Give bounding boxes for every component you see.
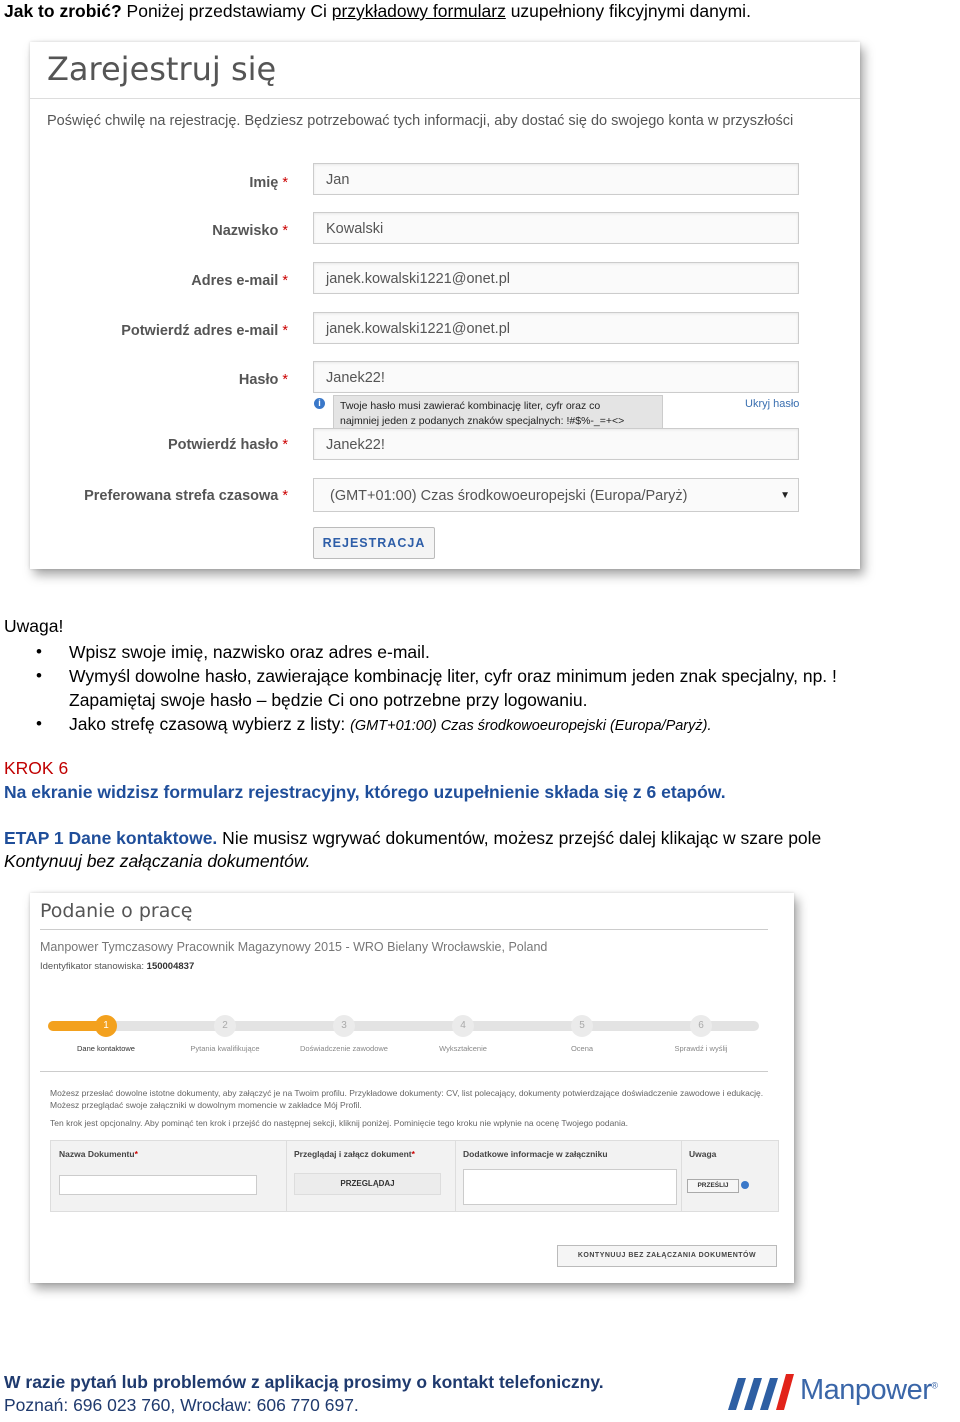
job-id: Identyfikator stanowiska: 150004837 [40, 961, 195, 972]
step-1-label: Dane kontaktowe [77, 1044, 135, 1053]
browse-button[interactable]: PRZEGLĄDAJ [294, 1173, 441, 1195]
confirm-email-label: Potwierdź adres e-mail * [121, 323, 288, 339]
info-icon [741, 1181, 749, 1189]
document-name-input[interactable] [59, 1175, 257, 1195]
confirm-email-input[interactable]: janek.kowalski1221@onet.pl [313, 312, 799, 344]
col-notes: Uwaga [689, 1149, 717, 1159]
step-4-dot[interactable]: 4 [452, 1015, 474, 1037]
note-item-1: • Wpisz swoje imię, nazwisko oraz adres e-mail. [69, 640, 837, 664]
job-title: Manpower Tymczasowy Pracownik Magazynowy 2015 - WRO Bielany Wrocławskie, Poland [40, 940, 548, 954]
apply-paragraph-2: Ten krok jest opcjonalny. Aby pominąć ten krok i przejść do następnej sekcji, kliknij poniżej. Pominięcie tego kroku nie wpłynie na ocenę Twojego podania. [50, 1118, 629, 1128]
note-list [0, 640, 837, 738]
divider [40, 929, 768, 930]
note-title: Uwaga! [4, 616, 64, 636]
col-document-name: Nazwa Dokumentu* [59, 1149, 138, 1159]
additional-info-textarea[interactable] [463, 1169, 677, 1205]
column-divider [286, 1141, 287, 1211]
apply-title: Podanie o pracę [40, 900, 193, 922]
email-label: Adres e-mail * [191, 273, 288, 289]
confirm-password-input[interactable]: Janek22! [313, 428, 799, 460]
etap-title: ETAP 1 Dane kontaktowe. [4, 828, 218, 848]
documents-table [50, 1140, 779, 1212]
timezone-note: (GMT+01:00) Czas środkowoeuropejski (Europa/Paryż). [350, 718, 712, 734]
email-input[interactable]: janek.kowalski1221@onet.pl [313, 262, 799, 294]
note-item-3: • Jako strefę czasową wybierz z listy: (GMT+01:00) Czas środkowoeuropejski (Europa/Paryż). [69, 712, 837, 738]
register-button[interactable]: REJESTRACJA [313, 527, 435, 559]
timezone-select[interactable] [313, 478, 799, 512]
column-divider [681, 1141, 682, 1211]
password-input[interactable]: Janek22! [313, 361, 799, 393]
tooltip-line-1: Twoje hasło musi zawierać kombinację liter, cyfr oraz co [340, 400, 601, 412]
timezone-label: Preferowana strefa czasowa * [84, 488, 288, 504]
confirm-password-label: Potwierdź hasło * [167, 437, 288, 453]
step-2-dot[interactable]: 2 [214, 1015, 236, 1037]
timezone-value: (GMT+01:00) Czas środkowoeuropejski (Europa/Paryż) [330, 488, 688, 504]
password-label: Hasło * [238, 372, 288, 388]
intro-text: Poniżej przedstawiamy Ci [121, 1, 332, 21]
registration-screenshot [30, 42, 860, 569]
step-2-label: Pytania kwalifikujące [190, 1044, 260, 1053]
footer-phones: Poznań: 696 023 760, Wrocław: 606 770 697. [4, 1395, 359, 1415]
last-name-label: Nazwisko * [212, 223, 288, 239]
register-subtitle: Poświęć chwilę na rejestrację. Będziesz potrzebować tych informacji, aby dostać się do swojego konta w przyszłości [47, 113, 794, 129]
chevron-down-icon: ▼ [780, 490, 790, 501]
manpower-logo-text: Manpower® [800, 1374, 938, 1406]
intro-line [4, 1, 751, 22]
register-title: Zarejestruj się [47, 50, 277, 88]
intro-bold: Jak to zrobić? [4, 1, 122, 21]
etap-line [4, 828, 821, 849]
column-divider [455, 1141, 456, 1211]
last-name-input[interactable]: Kowalski [313, 212, 799, 244]
step-6-dot[interactable]: 6 [690, 1015, 712, 1037]
continue-without-documents-button[interactable]: KONTYNUUJ BEZ ZAŁĄCZANIA DOKUMENTÓW [557, 1245, 777, 1267]
step-5-dot[interactable]: 5 [571, 1015, 593, 1037]
intro-link[interactable]: przykładowy formularz [331, 1, 506, 21]
col-info: Dodatkowe informacje w załączniku [463, 1149, 608, 1159]
application-screenshot [30, 893, 794, 1283]
step-3-label: Doświadczenie zawodowe [300, 1044, 388, 1053]
step-label: KROK 6 [4, 758, 69, 778]
step-3-dot[interactable]: 3 [333, 1015, 355, 1037]
step-description: Na ekranie widzisz formularz rejestracyjny, którego uzupełnienie składa się z 6 etapów. [4, 782, 726, 802]
apply-paragraph-1: Możesz przesłać dowolne istotne dokumenty, aby załączyć je na Twoim profilu. Przykładowe dokumenty: CV, list polecający, dokumenty potwierdzające doświadczenie zawodowe i edukację. Możesz przeglądać swoje załączniki w dowolnym momencie w zakładce Mój Profil. [50, 1088, 764, 1110]
first-name-input[interactable]: Jan [313, 163, 799, 195]
step-1-dot[interactable]: 1 [95, 1015, 117, 1037]
step-5-label: Ocena [570, 1044, 594, 1053]
divider [40, 1071, 768, 1072]
send-button[interactable]: PRZEŚLIJ [687, 1179, 739, 1193]
step-4-label: Wykształcenie [439, 1044, 487, 1053]
col-browse: Przeglądaj i załącz dokument* [294, 1149, 415, 1159]
intro-text-end: uzupełniony fikcyjnymi danymi. [505, 1, 751, 21]
progress-track [48, 1021, 759, 1031]
etap-text: Nie musisz wgrywać dokumentów, możesz przejść dalej klikając w szare pole [217, 828, 822, 848]
tooltip-line-2: najmniej jeden z podanych znaków specjalnych: !#$%-_=+<> [340, 415, 625, 427]
footer-contact-heading: W razie pytań lub problemów z aplikacją prosimy o kontakt telefoniczny. [4, 1372, 604, 1392]
hide-password-link[interactable]: Ukryj hasło [745, 398, 800, 410]
etap-italic: Kontynuuj bez załączania dokumentów. [4, 851, 311, 871]
first-name-label: Imię * [249, 175, 288, 191]
note-item-2: • Wymyśl dowolne hasło, zawierające kombinację liter, cyfr oraz minimum jeden znak specjalny, np. ! Zapamiętaj swoje hasło – będzie Ci ono potrzebne przy logowaniu. [69, 664, 837, 712]
step-6-label: Sprawdź i wyślij [674, 1044, 728, 1053]
divider [30, 98, 860, 99]
info-icon: i [314, 398, 325, 409]
manpower-logo-icon [722, 1372, 800, 1412]
